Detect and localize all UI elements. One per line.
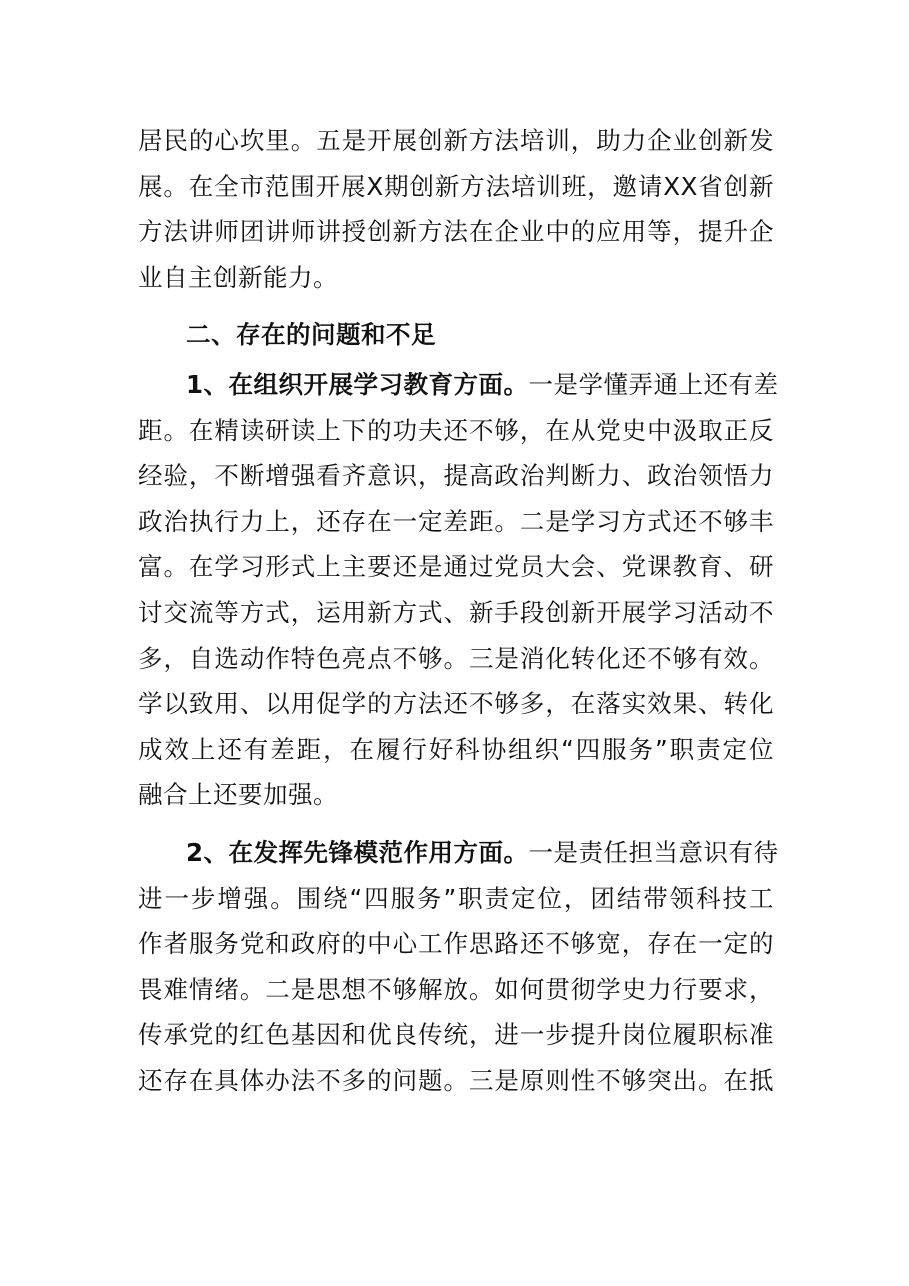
paragraph-line: 成效上还有差距，在履行好科协组织“四服务”职责定位 (138, 734, 774, 764)
paragraph-line: 富。在学习形式上主要还是通过党员大会、党课教育、研 (138, 552, 774, 582)
paragraph-line: 距。在精读研读上下的功夫还不够，在从党史中汲取正反 (138, 415, 774, 445)
paragraph-line: 业自主创新能力。 (138, 262, 338, 292)
paragraph-line: 居民的心坎里。五是开展创新方法培训，助力企业创新发 (138, 126, 774, 155)
subsection-title: 2、在发挥先锋模范作用方面。 (186, 837, 529, 867)
spacer (138, 300, 774, 312)
paragraph-line: 进一步增强。围绕“四服务”职责定位，团结带领科技工 (138, 883, 774, 913)
paragraph-text: 一是责任担当意识有待 (528, 837, 779, 867)
section-heading: 二、存在的问题和不足 (186, 320, 436, 350)
subsection-title: 1、在组织开展学习教育方面。 (186, 369, 529, 399)
paragraph-section-2 (138, 830, 779, 1104)
paragraph-line: 还存在具体办法不多的问题。三是原则性不够突出。在抵 (138, 1065, 774, 1095)
paragraph-line: 学以致用、以用促学的方法还不够多，在落实效果、转化 (138, 689, 774, 719)
paragraph-line: 多，自选动作特色亮点不够。三是消化转化还不够有效。 (138, 643, 774, 673)
paragraph-first-line (138, 362, 779, 408)
paragraph-line: 政治执行力上，还存在一定差距。二是学习方式还不够丰 (138, 506, 774, 536)
paragraph-line: 融合上还要加强。 (138, 780, 338, 810)
paragraph-text: 一是学懂弄通上还有差 (528, 369, 779, 399)
paragraph-first-line (138, 830, 779, 876)
paragraph-line: 经验，不断增强看齐意识，提高政治判断力、政治领悟力 (138, 461, 774, 491)
paragraph-line: 传承党的红色基因和优良传统，进一步提升岗位履职标准 (138, 1020, 774, 1050)
paragraph-line: 展。在全市范围开展X期创新方法培训班，邀请XX省创新 (138, 171, 774, 201)
paragraph-line: 畏难情绪。二是思想不够解放。如何贯彻学史力行要求， (138, 974, 774, 1004)
paragraph-line: 讨交流等方式，运用新方式、新手段创新开展学习活动不 (138, 597, 774, 627)
paragraph-1 (138, 118, 774, 300)
paragraph-section-1 (138, 362, 779, 818)
paragraph-line: 方法讲师团讲师讲授创新方法在企业中的应用等，提升企 (138, 217, 774, 247)
document-body (138, 118, 779, 1103)
paragraph-line: 作者服务党和政府的中心工作思路还不够宽，存在一定的 (138, 929, 774, 959)
spacer (138, 818, 774, 830)
